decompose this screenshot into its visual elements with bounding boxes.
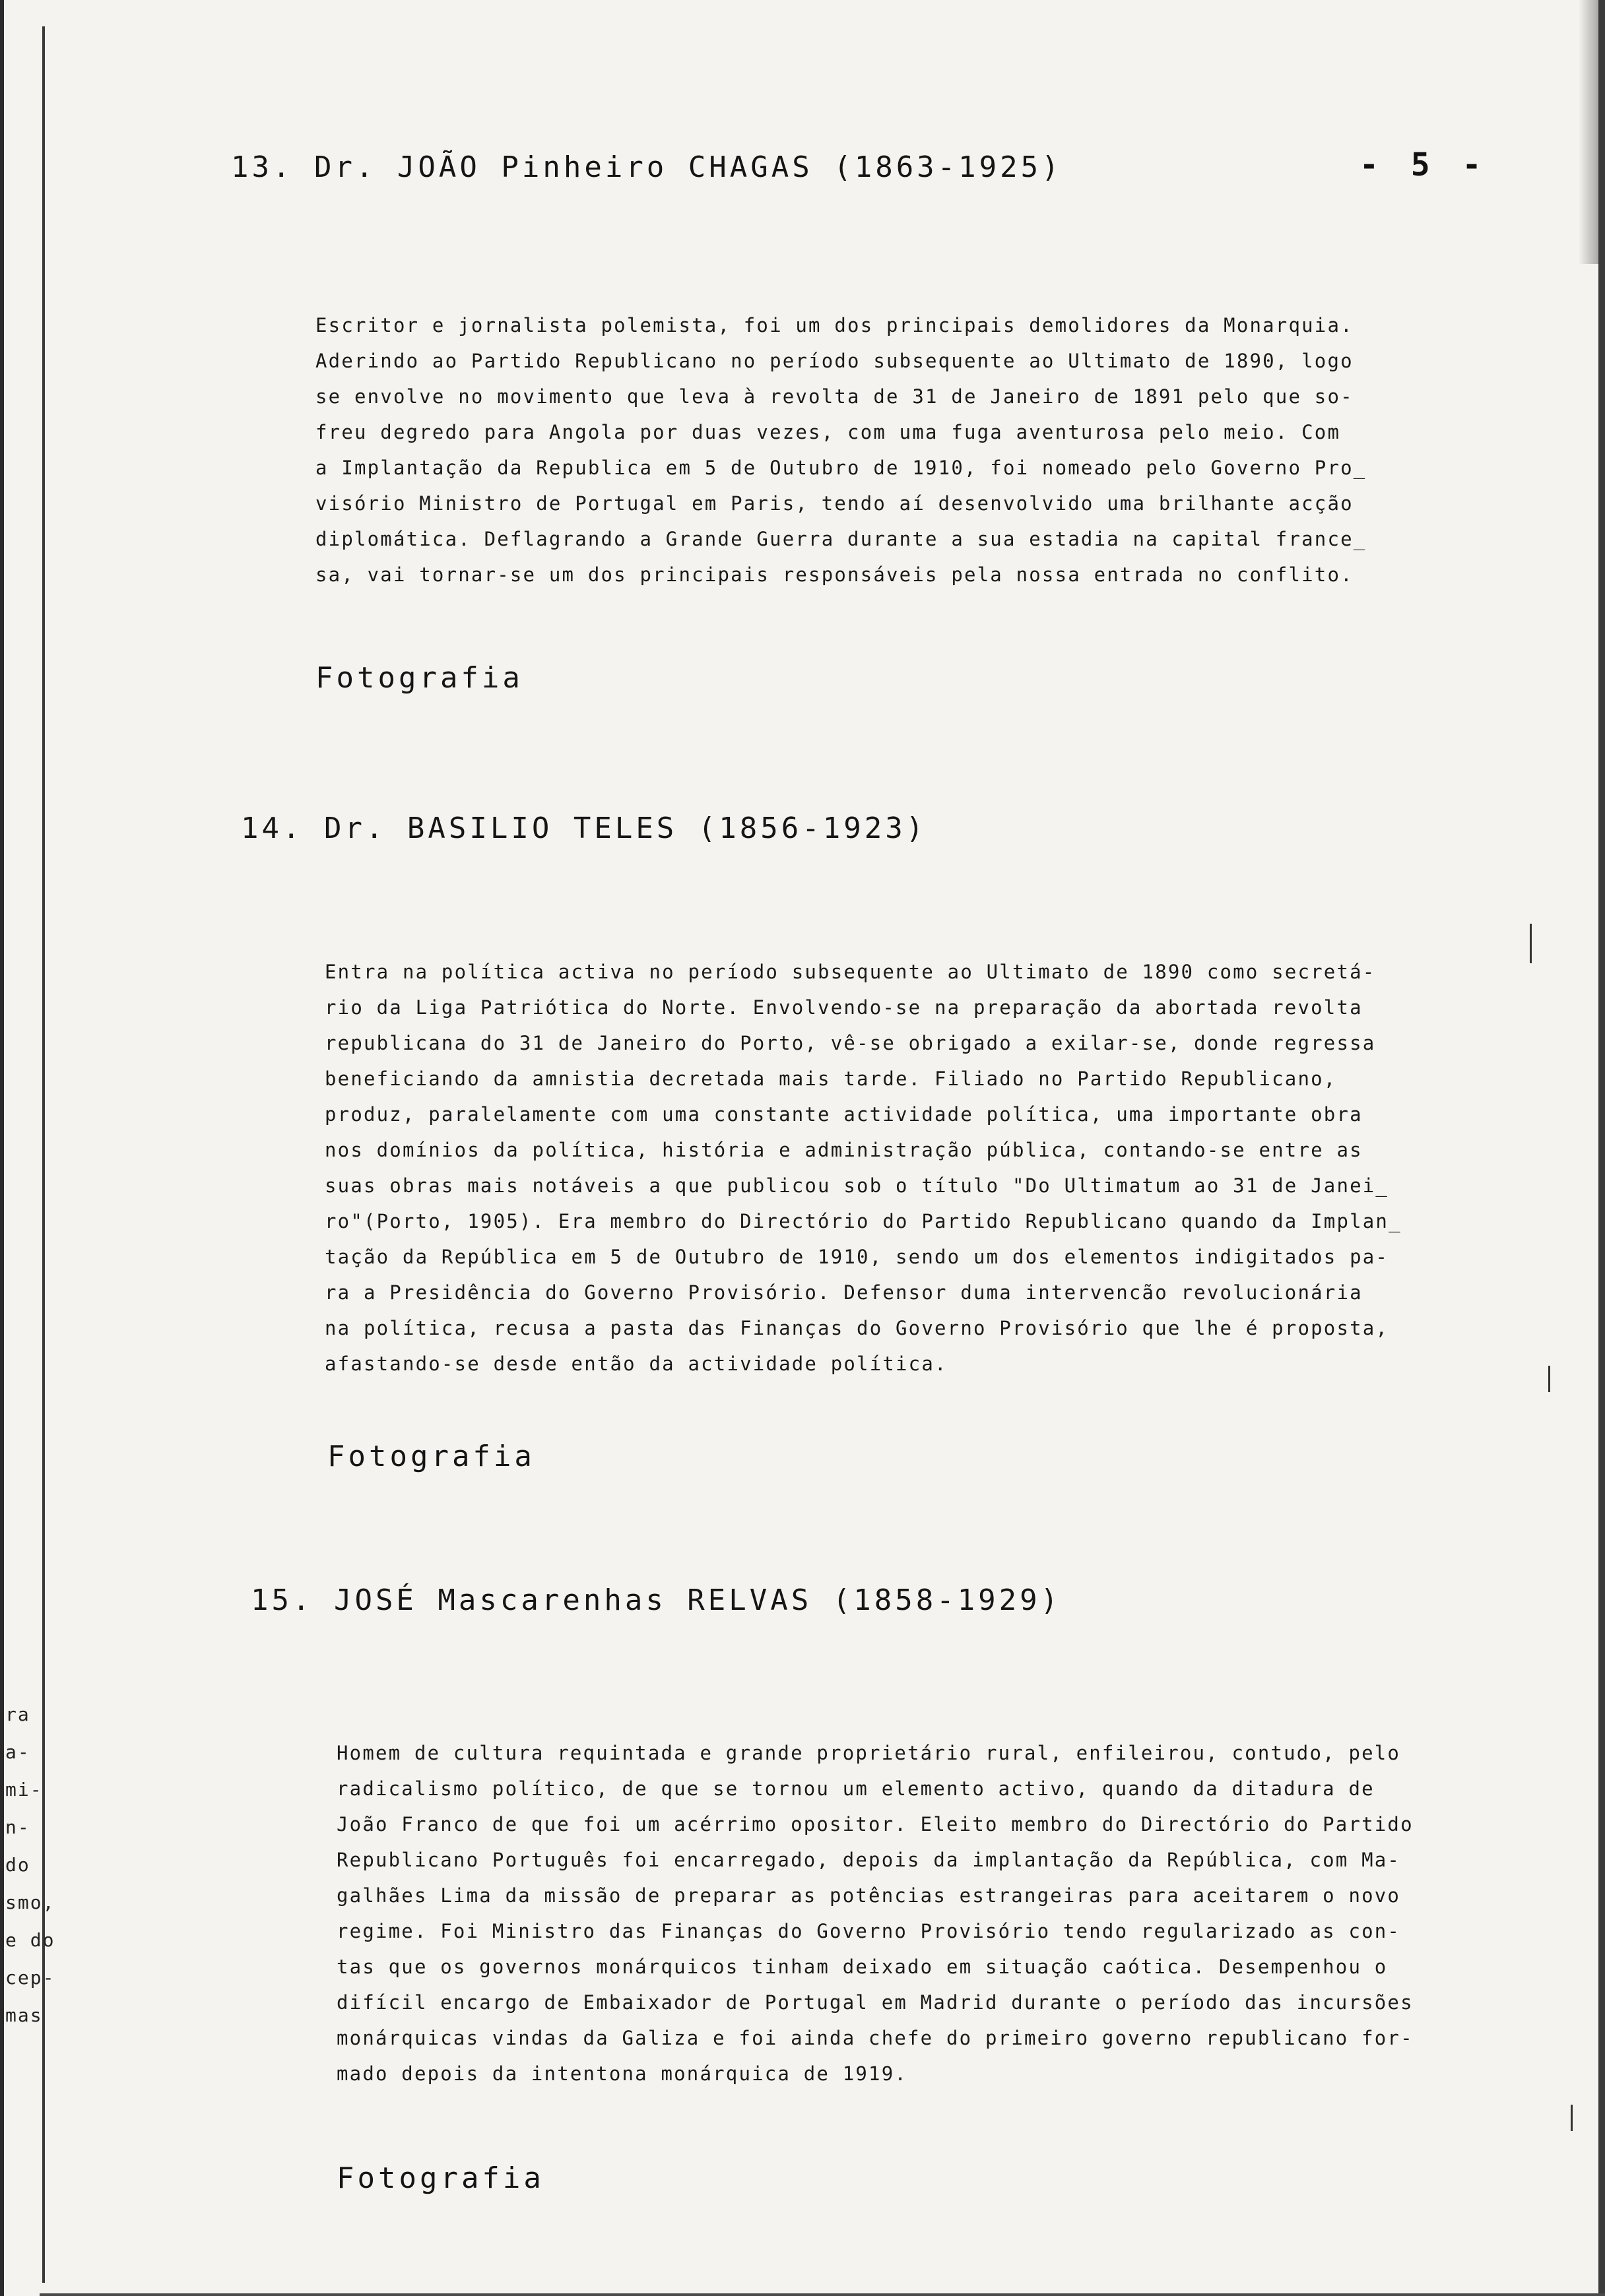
paragraph-line: João Franco de que foi um acérrimo opositor. Eleito membro do Directório do Partido xyxy=(337,1813,1414,1835)
paragraph-line: republicana do 31 de Janeiro do Porto, vê-se obrigado a exilar-se, donde regressa xyxy=(325,1032,1376,1054)
paragraph-line: sa, vai tornar-se um dos principais responsáveis pela nossa entrada no conflito. xyxy=(315,563,1354,586)
paragraph-line: Homem de cultura requintada e grande proprietário rural, enfileirou, contudo, pelo xyxy=(337,1742,1401,1764)
paragraph-line: tação da República em 5 de Outubro de 1910, sendo um dos elementos indigitados pa- xyxy=(325,1246,1389,1268)
paragraph-line: regime. Foi Ministro das Finanças do Governo Provisório tendo regularizado as con- xyxy=(337,1920,1401,1942)
paragraph-line: afastando-se desde então da actividade política. xyxy=(325,1353,948,1375)
paragraph-line: Entra na política activa no período subsequente ao Ultimato de 1890 como secretá- xyxy=(325,961,1376,983)
paragraph-line: Escritor e jornalista polemista, foi um dos principais demolidores da Monarquia. xyxy=(315,314,1354,336)
paragraph-line: ro"(Porto, 1905). Era membro do Directório do Partido Republicano quando da Implan_ xyxy=(325,1210,1402,1232)
entry-heading: 15. JOSÉ Mascarenhas RELVAS (1858-1929) xyxy=(251,1583,1062,1617)
paragraph-line: a Implantação da Republica em 5 de Outubro de 1910, foi nomeado pelo Governo Pro_ xyxy=(315,457,1367,479)
margin-mark xyxy=(1548,1366,1550,1392)
entry-paragraph xyxy=(337,1735,1414,2091)
paragraph-line: tas que os governos monárquicos tinham deixado em situação caótica. Desempenhou o xyxy=(337,1956,1388,1978)
photo-placeholder-label: Fotografia xyxy=(327,1440,535,1473)
paragraph-line: se envolve no movimento que leva à revolta de 31 de Janeiro de 1891 pelo que so- xyxy=(315,385,1354,408)
paragraph-line: Republicano Português foi encarregado, depois da implantação da República, com Ma- xyxy=(337,1849,1401,1871)
paragraph-line: nos domínios da política, história e administração pública, contando-se entre as xyxy=(325,1139,1363,1161)
paragraph-line: beneficiando da amnistia decretada mais tarde. Filiado no Partido Republicano, xyxy=(325,1068,1337,1090)
scan-shadow xyxy=(1579,0,1598,264)
margin-mark xyxy=(1571,2105,1573,2131)
entry-heading: 14. Dr. BASILIO TELES (1856-1923) xyxy=(241,812,927,845)
facing-page-fragments: ra a- mi- n- do smo, e do cep- mas xyxy=(5,1704,55,2026)
paragraph-line: Aderindo ao Partido Republicano no período subsequente ao Ultimato de 1890, logo xyxy=(315,350,1354,372)
entry-heading: 13. Dr. JOÃO Pinheiro CHAGAS (1863-1925) xyxy=(231,150,1063,184)
entry-paragraph xyxy=(325,954,1402,1382)
paragraph-line: galhães Lima da missão de preparar as potências estrangeiras para aceitarem o novo xyxy=(337,1884,1401,1907)
paragraph-line: suas obras mais notáveis a que publicou sob o título "Do Ultimatum ao 31 de Janei_ xyxy=(325,1174,1389,1197)
paragraph-line: radicalismo político, de que se tornou um elemento activo, quando da ditadura de xyxy=(337,1777,1375,1800)
scan-edge-right xyxy=(1598,0,1605,2296)
paragraph-line: produz, paralelamente com uma constante actividade política, uma importante obra xyxy=(325,1103,1363,1126)
paragraph-line: monárquicas vindas da Galiza e foi ainda chefe do primeiro governo republicano for- xyxy=(337,2027,1414,2049)
paragraph-line: ra a Presidência do Governo Provisório. Defensor duma intervencão revolucionária xyxy=(325,1281,1363,1304)
paragraph-line: visório Ministro de Portugal em Paris, tendo aí desenvolvido uma brilhante acção xyxy=(315,492,1354,515)
entry-paragraph xyxy=(315,307,1366,592)
scan-edge-left xyxy=(0,0,4,2296)
scan-edge-bottom xyxy=(40,2293,1605,2296)
paragraph-line: freu degredo para Angola por duas vezes, com uma fuga aventurosa pelo meio. Com xyxy=(315,421,1341,443)
paragraph-line: na política, recusa a pasta das Finanças do Governo Provisório que lhe é proposta, xyxy=(325,1317,1389,1339)
page-number: - 5 - xyxy=(1359,146,1488,183)
paragraph-line: difícil encargo de Embaixador de Portugal em Madrid durante o período das incursões xyxy=(337,1991,1414,2014)
margin-mark xyxy=(1530,924,1532,963)
paragraph-line: rio da Liga Patriótica do Norte. Envolvendo-se na preparação da abortada revolta xyxy=(325,996,1363,1019)
paragraph-line: diplomática. Deflagrando a Grande Guerra durante a sua estadia na capital france_ xyxy=(315,528,1367,550)
photo-placeholder-label: Fotografia xyxy=(337,2161,544,2195)
photo-placeholder-label: Fotografia xyxy=(315,661,523,695)
paragraph-line: mado depois da intentona monárquica de 1919. xyxy=(337,2062,908,2085)
